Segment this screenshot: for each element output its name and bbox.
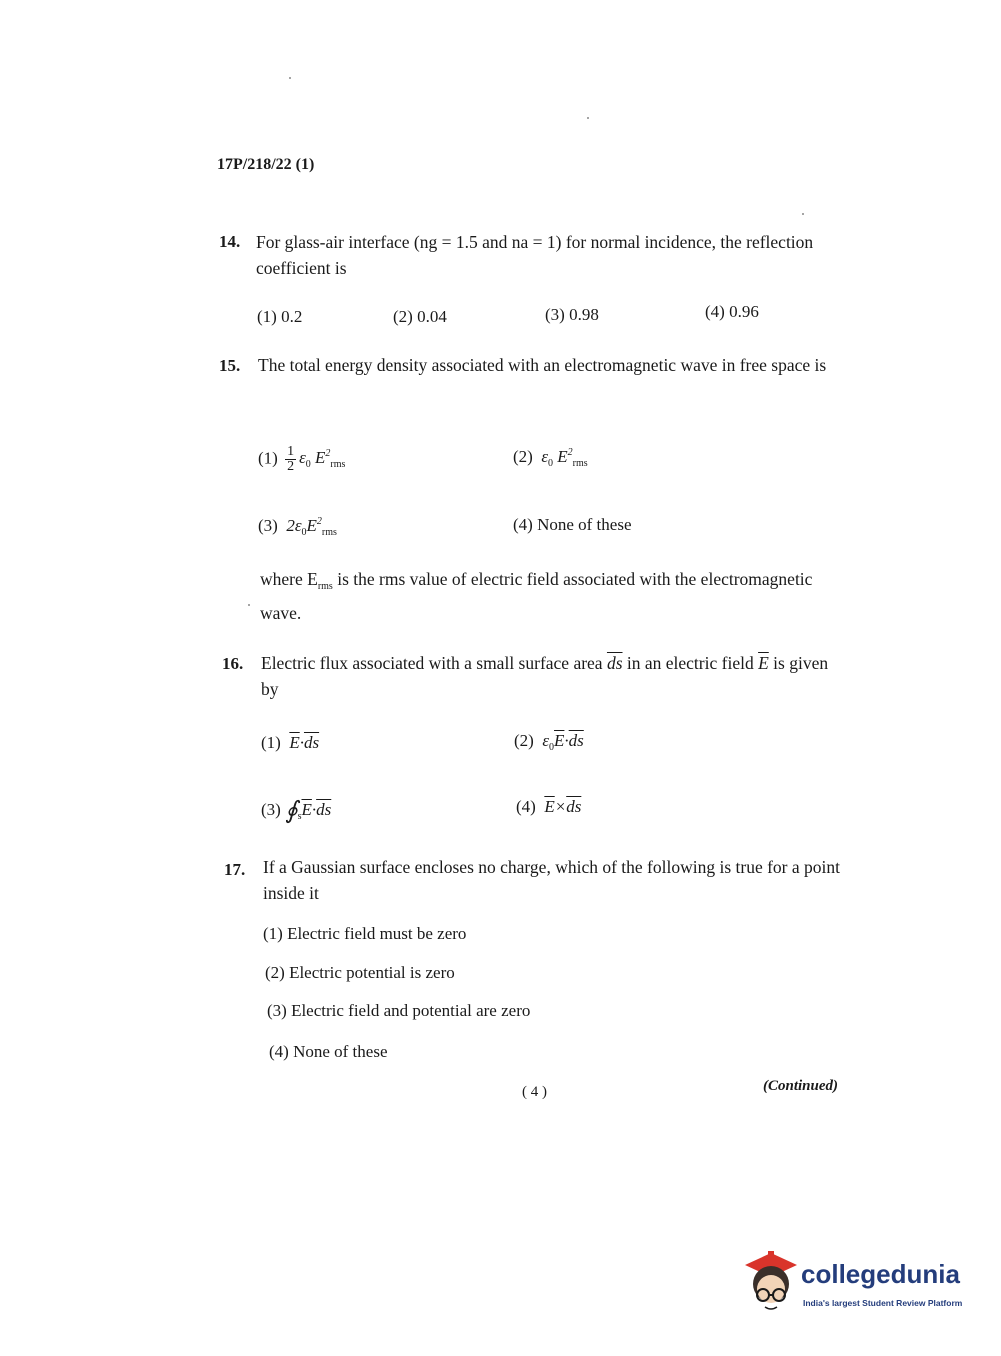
question-14-option-3: (3) 0.98	[545, 305, 599, 324]
question-15-option-1: (1) $\frac{1}{2}$ $\varepsilon_0$ $E^2_{rms}$	[258, 444, 346, 474]
option-label: (4)	[513, 515, 533, 534]
question-14-text: For glass-air interface (ng = 1.5 and na = 1) for normal incidence, the reflection coefficient is	[256, 232, 814, 278]
page-number: ( 4 )	[522, 1084, 547, 1100]
option-label: (3)	[261, 800, 281, 819]
question-14-option-4: (4) 0.96	[705, 302, 759, 321]
collegedunia-logo	[741, 1251, 971, 1321]
mascot-icon	[741, 1251, 801, 1313]
scan-speck	[289, 77, 291, 79]
question-17-text: If a Gaussian surface encloses no charge, which of the following is true for a point inside it	[263, 857, 840, 903]
question-17-option-1: (1) Electric field must be zero	[263, 924, 467, 943]
question-16-number: 16.	[222, 654, 244, 673]
logo-tagline: India's largest Student Review Platform	[803, 1298, 963, 1308]
question-16-text	[261, 650, 841, 702]
question-14-option-2: (2) 0.04	[393, 307, 447, 326]
question-17-option-4: (4) None of these	[269, 1042, 388, 1061]
question-15-number: 15.	[219, 356, 241, 375]
question-16-option-2: (2) $\varepsilon_0\overline{E}\cdot\overline{ds}$	[514, 731, 584, 753]
paper-code: 17P/218/22 (1)	[217, 156, 315, 173]
vector-ds: $\overline{ds}$	[606, 653, 623, 673]
option-label: (4)	[516, 797, 536, 816]
continued-label: (Continued)	[763, 1078, 839, 1094]
question-15-option-2: (2) $\varepsilon_0$ $E^2_{rms}$	[513, 447, 588, 469]
question-15-option-4	[513, 515, 632, 535]
scan-speck	[587, 117, 589, 119]
scan-speck	[802, 213, 804, 215]
question-15-text: The total energy density associated with an electromagnetic wave in free space is	[258, 355, 827, 375]
vector-E: $\overline{E}$	[758, 653, 769, 673]
option-label: (2)	[514, 731, 534, 750]
text-mid: in an electric field	[622, 653, 759, 673]
logo-wordmark: collegedunia	[801, 1259, 960, 1289]
option-label: (1)	[261, 733, 281, 752]
question-14-option-1: (1) 0.2	[257, 307, 303, 326]
option-label: (3)	[258, 516, 278, 535]
question-17-number: 17.	[224, 860, 246, 879]
text-suffix: is given by	[261, 653, 829, 699]
question-16-option-1: (1) $\overline{E}\cdot\overline{ds}$	[261, 733, 320, 752]
fraction-one-half: $\frac{1}{2}$	[287, 444, 295, 474]
scan-speck	[248, 604, 250, 606]
text-prefix: Electric flux associated with a small surface area	[261, 653, 607, 673]
question-16-option-4: (4) $\overline{E}\times\overline{ds}$	[516, 797, 582, 816]
question-17-option-2: (2) Electric potential is zero	[265, 963, 455, 982]
option-label: (1)	[258, 448, 278, 468]
note-prefix: where E	[260, 569, 318, 589]
option-text: None of these	[537, 515, 632, 534]
option-label: (2)	[513, 447, 533, 466]
question-17-option-3: (3) Electric field and potential are zero	[267, 1001, 531, 1020]
note-rest: is the rms value of electric field associated with the electromagnetic wave.	[260, 569, 813, 623]
question-15-note	[260, 566, 845, 626]
question-16-option-3: (3) $∮_s\overline{E}\cdot\overline{ds}$	[261, 798, 332, 824]
question-15-option-3: (3) $2\varepsilon_0E^2_{rms}$	[258, 516, 337, 538]
note-subscript: rms	[317, 581, 333, 592]
question-14-number: 14.	[219, 232, 241, 251]
